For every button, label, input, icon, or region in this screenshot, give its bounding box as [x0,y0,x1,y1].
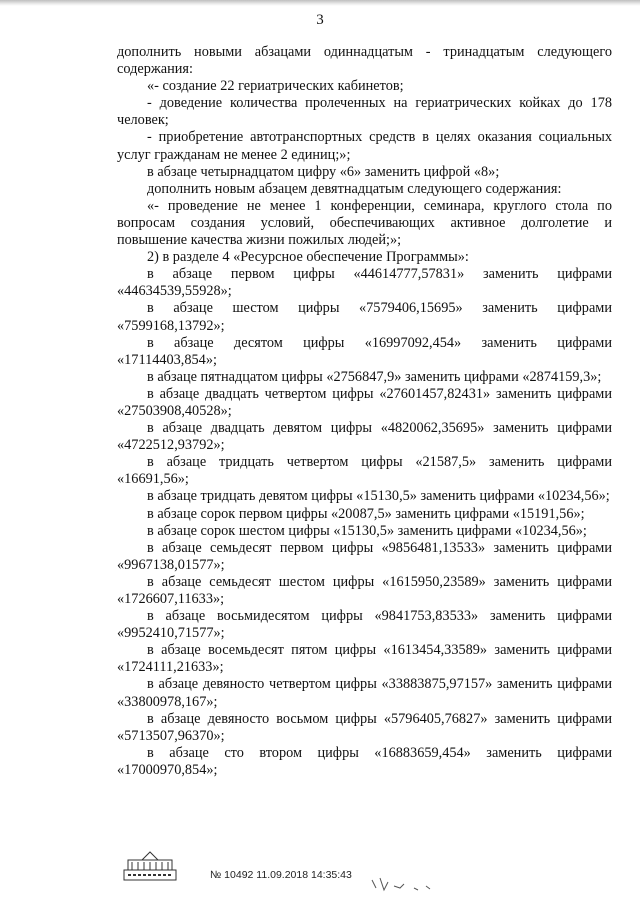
paragraph-12: в абзаце пятнадцатом цифры «2756847,9» заменить цифрами «2874159,3»; [147,368,602,385]
page-number: 3 [316,12,324,28]
paragraph-7: «- проведение не менее 1 конференции, семинара, круглого стола по вопросам создания условий, обеспечивающих активное долголетие и повышение качества жизни пожилых людей;»; [117,197,612,249]
paragraph-5: в абзаце четырнадцатом цифру «6» заменить цифрой «8»; [147,163,500,180]
paragraph-22: в абзаце восемьдесят пятом цифры «1613454,33589» заменить цифрами «1724111,21633»; [117,642,612,676]
paragraph-25: в абзаце сто втором цифры «16883659,454» заменить цифрами «17000970,854»; [117,744,612,778]
paragraph-19: в абзаце семьдесят первом цифры «9856481,13533» заменить цифрами «9967138,01577»; [117,539,612,573]
government-building-seal-icon [120,848,180,882]
paragraph-20: в абзаце семьдесят шестом цифры «1615950,23589» заменить цифрами «1726607,11633»; [117,573,612,607]
paragraph-11: в абзаце десятом цифры «16997092,454» заменить цифрами «17114403,854»; [117,334,612,368]
document-body [117,44,612,779]
paragraph-10: в абзаце шестом цифры «7579406,15695» заменить цифрами «7599168,13792»; [117,300,612,334]
paragraph-2: «- создание 22 гериатрических кабинетов; [147,78,404,95]
document-footer [120,848,610,898]
paragraph-23: в абзаце девяносто четвертом цифры «33883875,97157» заменить цифрами «33800978,167»; [117,676,612,710]
paragraph-6: дополнить новым абзацем девятнадцатым следующего содержания: [147,180,562,197]
paragraph-1: дополнить новыми абзацами одиннадцатым - тринадцатым следующего содержания: [117,44,612,78]
paragraph-9: в абзаце первом цифры «44614777,57831» заменить цифрами «44634539,55928»; [117,266,612,300]
paragraph-14: в абзаце двадцать девятом цифры «4820062,35695» заменить цифрами «4722512,93792»; [117,420,612,454]
paragraph-24: в абзаце девяносто восьмом цифры «5796405,76827» заменить цифрами «5713507,96370»; [117,710,612,744]
paragraph-15: в абзаце тридцать четвертом цифры «21587,5» заменить цифрами «16691,56»; [117,454,612,488]
scribble-mark [370,874,440,894]
paragraph-8: 2) в разделе 4 «Ресурсное обеспечение Программы»: [147,249,469,266]
document-id: № 10492 11.09.2018 14:35:43 [210,869,352,881]
scan-edge [0,0,640,6]
paragraph-21: в абзаце восьмидесятом цифры «9841753,83533» заменить цифрами «9952410,71577»; [117,608,612,642]
paragraph-4: - приобретение автотранспортных средств в целях оказания социальных услуг гражданам не менее 2 единиц;»; [117,129,612,163]
paragraph-3: - доведение количества пролеченных на гериатрических койках до 178 человек; [117,95,612,129]
paragraph-13: в абзаце двадцать четвертом цифры «27601457,82431» заменить цифрами «27503908,40528»; [117,385,612,419]
paragraph-16: в абзаце тридцать девятом цифры «15130,5» заменить цифрами «10234,56»; [147,488,610,505]
paragraph-18: в абзаце сорок шестом цифры «15130,5» заменить цифрами «10234,56»; [147,522,587,539]
paragraph-17: в абзаце сорок первом цифры «20087,5» заменить цифрами «15191,56»; [147,505,585,522]
